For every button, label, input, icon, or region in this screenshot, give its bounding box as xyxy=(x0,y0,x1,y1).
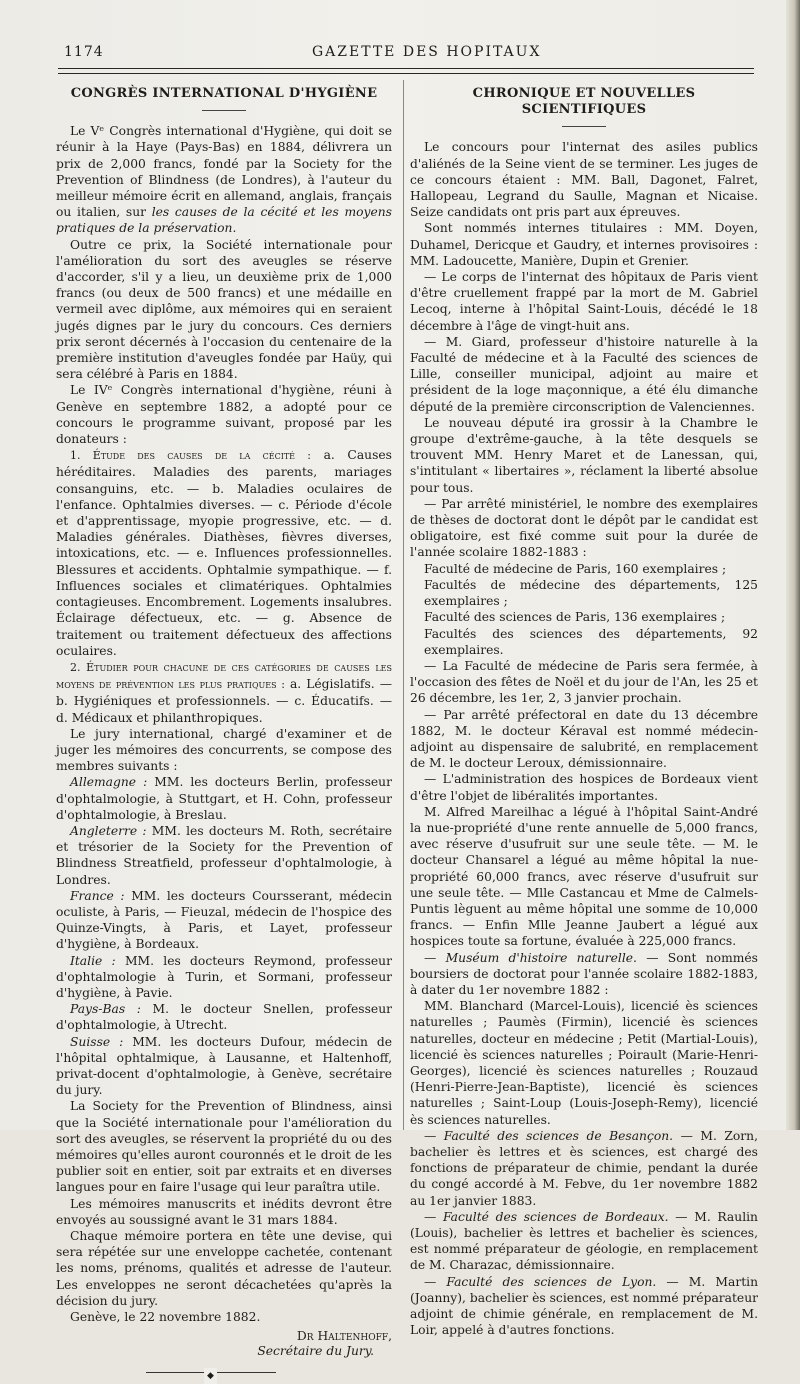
signature-role: Secrétaire du Jury. xyxy=(257,1344,374,1359)
left-column xyxy=(56,82,393,1382)
paragraph: — Faculté des sciences de Bordeaux. — M. Raulin (Louis), bachelier ès lettres et bachelier ès sciences, est nommé préparateur de géologie, en remplacement de M. Charazac, démissionnaire. xyxy=(410,1209,758,1273)
header-rule-top xyxy=(58,68,754,69)
paragraph: Les mémoires manuscrits et inédits devront être envoyés au soussigné avant le 31 mars 1884. xyxy=(56,1196,392,1227)
paragraph: — Muséum d'histoire naturelle. — Sont nommés boursiers de doctorat pour l'année scolaire 1882-1883, à dater du 1er novembre 1882 : xyxy=(410,950,758,997)
diamond-ornament-icon: ◆ xyxy=(204,1368,217,1384)
article-title-congres: CONGRÈS INTERNATIONAL D'HYGIÈNE xyxy=(70,86,378,101)
jury-entry: Allemagne : MM. les docteurs Berlin, professeur d'ophtalmologie, à Stuttgart, et H. Cohn, professeur d'ophtalmologie, à Breslau. xyxy=(56,775,392,822)
paragraph: — Faculté des sciences de Lyon. — M. Martin (Joanny), bachelier ès sciences, est nommé préparateur adjoint de chimie générale, en remplacement de M. Loir, appelé à d'autres fonctions. xyxy=(410,1274,758,1338)
article-title-chronique: CHRONIQUE ET NOUVELLES SCIENTIFIQUES xyxy=(472,86,696,118)
paragraph: Outre ce prix, la Société internationale pour l'amélioration du sort des aveugles se réserve d'accorder, s'il y a lieu, un deuxième prix de 1,000 francs (ou deux de 500 francs) et une médaille en vermeil avec diplôme, aux mémoires qui en seraient jugés dignes par le jury du concours. Ces derniers prix seront décernés à l'occasion du centenaire de la première institution d'aveugles fondée par Haüy, qui sera célébré à Paris en 1884. xyxy=(56,237,392,382)
paragraph: — L'administration des hospices de Bordeaux vient d'être l'objet de libéralités importantes. xyxy=(410,772,758,803)
page-edge-shadow xyxy=(786,0,800,1130)
paragraph: Le jury international, chargé d'examiner et de juger les mémoires des concurrents, se compose des membres suivants : xyxy=(56,726,392,774)
paragraph: — Le corps de l'internat des hôpitaux de Paris vient d'être cruellement frappé par la mort de M. Gabriel Lecoq, interne à l'hôpital Saint-Louis, décédé le 18 décembre à l'âge de vingt-huit ans. xyxy=(410,270,758,333)
paragraph: M. Alfred Mareilhac a légué à l'hôpital Saint-André la nue-propriété d'une rente annuelle de 5,000 francs, avec réserve d'usufruit sur une seule tête. — M. le docteur Chansarel a légué au même hôpital la nue-propriété 60,000 francs, avec réserve d'usufruit sur une seule tête. — Mlle Castancau et Mme de Calmels-Puntis lèguent au même hôpital une somme de 10,000 francs. — Enfin Mlle Jeanne Jaubert a légué aux hospices toute sa fortune, évaluée à 225,000 francs. xyxy=(410,804,758,949)
paragraph: Le concours pour l'internat des asiles publics d'aliénés de la Seine vient de se terminer. Les juges de ce concours étaient : MM. Ball, Dagonet, Falret, Hallopeau, Legrand du Saulle, Magnan et Nicaise. Seize candidats ont pris part aux épreuves. xyxy=(410,140,758,220)
journal-title: GAZETTE DES HOPITAUX xyxy=(312,44,542,60)
paragraph: Le IVᵉ Congrès international d'hygiène, réuni à Genève en septembre 1882, a adopté pour ce concours le programme suivant, proposé par les donateurs : xyxy=(56,383,392,447)
header-rule-bottom xyxy=(58,73,754,74)
jury-entry: Italie : MM. les docteurs Reymond, professeur d'ophtalmologie à Turin, et Sormani, professeur d'hygiène, à Pavie. xyxy=(56,953,392,1000)
paragraph: MM. Blanchard (Marcel-Louis), licencié ès sciences naturelles ; Paumès (Firmin), licencié ès sciences naturelles, docteur en médecine ; Petit (Martial-Louis), licencié ès sciences naturelles ; Poirault (Marie-Henri-Georges), licencié ès sciences naturelles ; Rouzaud (Henri-Pierre-Jean-Baptiste), licencié ès sciences naturelles ; Saint-Loup (Louis-Joseph-Remy), licencié ès sciences naturelles. xyxy=(410,999,758,1127)
paragraph: Le nouveau député ira grossir à la Chambre le groupe d'extrême-gauche, à la tête desquels se trouvent MM. Henry Maret et de Lanessan, qui, s'intitulant « libertaires », réclament la liberté absolue pour tous. xyxy=(410,415,758,495)
paragraph: Sont nommés internes titulaires : MM. Doyen, Duhamel, Dericque et Gaudry, et internes provisoires : MM. Ladoucette, Manière, Dupin et Grenier. xyxy=(410,221,758,268)
right-column xyxy=(410,82,758,1338)
page-number: 1174 xyxy=(64,44,104,60)
paragraph: Chaque mémoire portera en tête une devise, qui sera répétée sur une enveloppe cachetée, contenant les noms, prénoms, qualités et adresse de l'auteur. Les enveloppes ne seront décachetées qu'après la décision du jury. xyxy=(56,1229,392,1308)
paragraph: — Par arrêté ministériel, le nombre des exemplaires de thèses de doctorat dont le dépôt par le candidat est obligatoire, est fixé comme suit pour la durée de l'année scolaire 1882-1883 : xyxy=(410,496,758,560)
paragraph: La Society for the Prevention of Blindness, ainsi que la Société internationale pour l'amélioration du sort des aveugles, se réservent la propriété du ou des mémoires qu'elles auront couronnés et le droit de les publier soit en entier, soit par extraits et en diverses langues pour en faire l'usage qui leur paraîtra utile. xyxy=(56,1099,392,1195)
paragraph: 1. Étude des causes de la cécité : a. Causes héréditaires. Maladies des parents, mariages consanguins, etc. — b. Maladies oculaires de l'enfance. Ophtalmies diverses. — c. Période d'école et d'apprentissage, myopie progressive, etc. — d. Maladies générales. Diathèses, fièvres diverses, intoxications, etc. — e. Influences professionnelles. Blessures et accidents. Ophtalmie sympathique. — f. Influences sociales et climatériques. Ophtalmies contagieuses. Encombrement. Logements insalubres. Éclairage défectueux, etc. — g. Absence de traitement ou traitement défectueux des affections oculaires. xyxy=(56,448,392,658)
paragraph: — Par arrêté préfectoral en date du 13 décembre 1882, M. le docteur Kéraval est nommé médecin-adjoint au dispensaire de salubrité, en remplacement de M. le docteur Leroux, démissionnaire. xyxy=(410,707,758,771)
paragraph: — M. Giard, professeur d'histoire naturelle à la Faculté de médecine et à la Faculté des sciences de Lille, conseiller municipal, adjoint au maire et président de la loge maçonnique, a été élu dimanche député de la première circonscription de Valenciennes. xyxy=(410,334,758,414)
jury-entry: Angleterre : MM. les docteurs M. Roth, secrétaire et trésorier de la Society for the Prevention of Blindness Streatfield, professeur d'ophtalmologie, à Londres. xyxy=(56,823,393,887)
jury-entry: France : MM. les docteurs Coursserant, médecin oculiste, à Paris, — Fieuzal, médecin de l'hospice des Quinze-Vingts, à Paris, et Layet, professeur d'hygiène, à Bordeaux. xyxy=(56,888,392,952)
title-rule xyxy=(562,126,606,127)
end-ornament-rule xyxy=(146,1369,276,1382)
paragraph: Le Vᵉ Congrès international d'Hygiène, qui doit se réunir à la Haye (Pays-Bas) en 1884, délivrera un prix de 2,000 francs, fondé par la Society for the Prevention of Blindness (de Londres), à l'auteur du meilleur mémoire écrit en allemand, anglais, français ou italien, sur les causes de la cécité et les moyens pratiques de la préservation. xyxy=(56,124,392,236)
faculty-line: Faculté des sciences de Paris, 136 exemplaires ; xyxy=(424,610,726,625)
signature-name: Dr Haltenhoff, xyxy=(296,1329,392,1344)
paragraph: — La Faculté de médecine de Paris sera fermée, à l'occasion des fêtes de Noël et du jour de l'An, les 25 et 26 décembre, les 1er, 2, 3 janvier prochain. xyxy=(410,658,758,706)
paragraph: 2. Étudier pour chacune de ces catégories de causes les moyens de prévention les plus pratiques : a. Législatifs. — b. Hygiéniques et professionnels. — c. Éducatifs. — d. Médicaux et philanthropiques. xyxy=(56,660,392,725)
faculty-line: Facultés de médecine des départements, 125 exemplaires ; xyxy=(424,577,758,609)
dateline: Genève, le 22 novembre 1882. xyxy=(70,1310,261,1325)
faculty-line: Faculté de médecine de Paris, 160 exemplaires ; xyxy=(424,561,727,576)
faculty-line: Facultés des sciences des départements, 92 exemplaires. xyxy=(424,626,758,657)
jury-entry: Pays-Bas : M. le docteur Snellen, professeur d'ophtalmologie, à Utrecht. xyxy=(56,1002,392,1033)
paragraph: — Faculté des sciences de Besançon. — M. Zorn, bachelier ès lettres et ès sciences, est chargé des fonctions de préparateur de chimie, pendant la durée du congé accordé à M. Febve, du 1er novembre 1882 au 1er janvier 1883. xyxy=(410,1128,758,1208)
title-rule xyxy=(202,110,246,111)
jury-entry: Suisse : MM. les docteurs Dufour, médecin de l'hôpital ophtalmique, à Lausanne, et Haltenhoff, privat-docent d'ophtalmologie, à Genève, secrétaire du jury. xyxy=(56,1034,392,1098)
signature xyxy=(56,1329,392,1359)
column-divider xyxy=(403,80,404,1130)
running-header xyxy=(64,44,754,66)
